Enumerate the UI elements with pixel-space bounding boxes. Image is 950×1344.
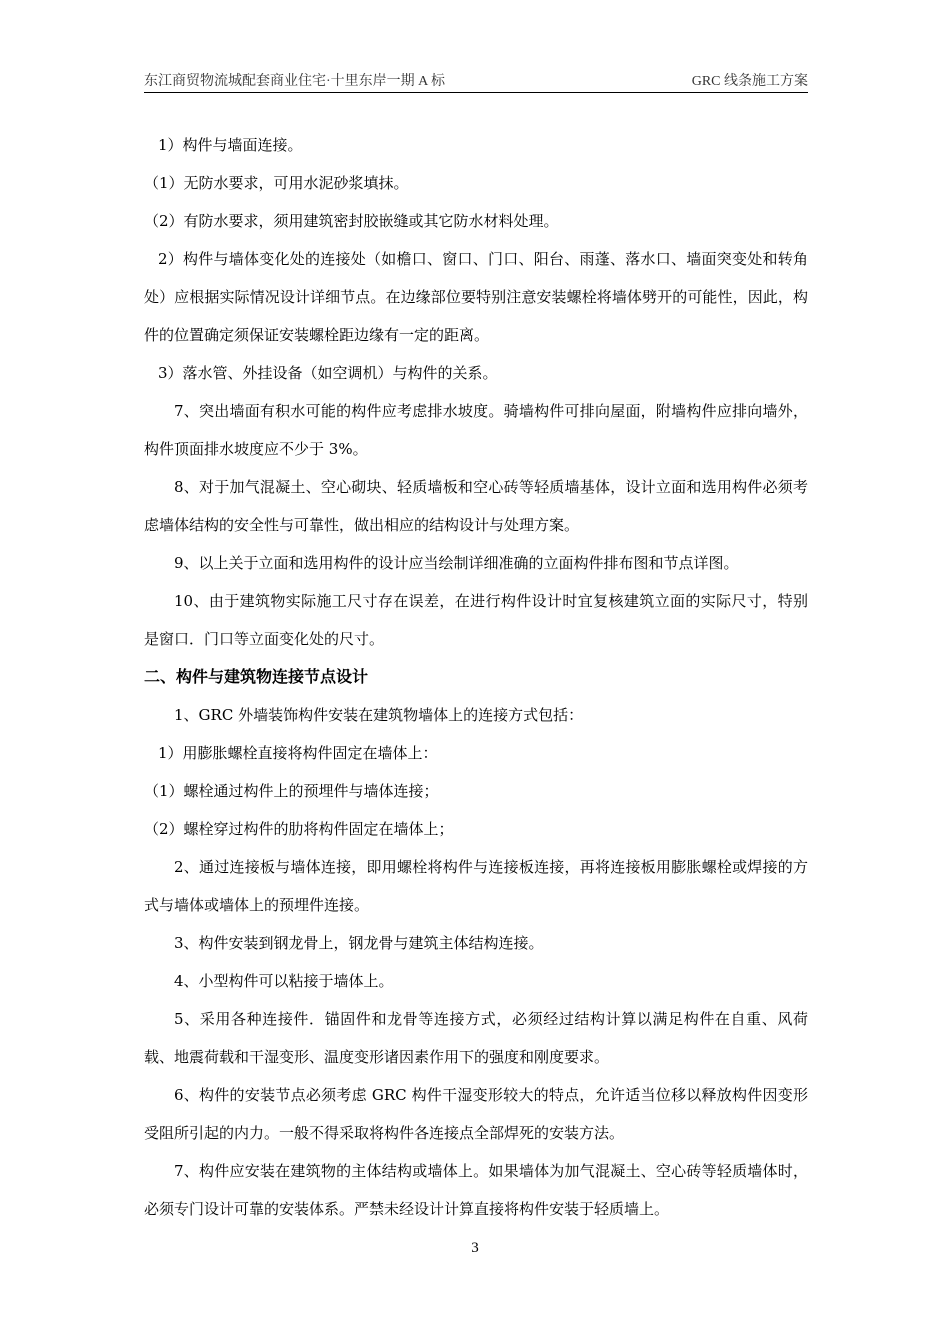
section-heading: 二、构件与建筑物连接节点设计 [144,667,369,686]
paragraph: 7、构件应安装在建筑物的主体结构或墙体上。如果墙体为加气混凝土、空心砖等轻质墙体时，必须专门设计可靠的安装体系。严禁未经设计计算直接将构件安装于轻质墙上。 [144,1162,808,1218]
paragraph: 10、由于建筑物实际施工尺寸存在误差，在进行构件设计时宜复核建筑立面的实际尺寸，特别是窗口．门口等立面变化处的尺寸。 [144,592,808,648]
page-number: 3 [471,1240,479,1256]
paragraph: 6、构件的安装节点必须考虑 GRC 构件干湿变形较大的特点，允许适当位移以释放构件因变形受阻所引起的内力。一般不得采取将构件各连接点全部焊死的安装方法。 [144,1086,808,1142]
paragraph: 1）构件与墙面连接。 [158,136,303,154]
paragraph: （2）有防水要求，须用建筑密封胶嵌缝或其它防水材料处理。 [144,212,559,230]
paragraph: 4、小型构件可以粘接于墙体上。 [174,972,394,990]
paragraph: 2）构件与墙体变化处的连接处（如檐口、窗口、门口、阳台、雨蓬、落水口、墙面突变处和转角处）应根据实际情况设计详细节点。在边缘部位要特别注意安装螺栓将墙体劈开的可能性，因此，构件的位置确定须保证安装螺栓距边缘有一定的距离。 [144,250,808,344]
paragraph: 2、通过连接板与墙体连接，即用螺栓将构件与连接板连接，再将连接板用膨胀螺栓或焊接的方式与墙体或墙体上的预埋件连接。 [144,858,808,914]
paragraph: （1）螺栓通过构件上的预埋件与墙体连接； [144,782,439,800]
page-header [144,70,808,93]
paragraph: （1）无防水要求，可用水泥砂浆填抹。 [144,174,409,192]
paragraph: 1、GRC 外墙装饰构件安装在建筑物墙体上的连接方式包括： [174,706,584,724]
header-document-title: GRC 线条施工方案 [691,74,808,89]
paragraph: 9、以上关于立面和选用构件的设计应当绘制详细准确的立面构件排布图和节点详图。 [174,554,739,572]
paragraph: 3）落水管、外挂设备（如空调机）与构件的关系。 [158,364,498,382]
paragraph: （2）螺栓穿过构件的肋将构件固定在墙体上； [144,820,454,838]
paragraph: 3、构件安装到钢龙骨上，钢龙骨与建筑主体结构连接。 [174,934,544,952]
paragraph: 7、突出墙面有积水可能的构件应考虑排水坡度。骑墙构件可排向屋面，附墙构件应排向墙外，构件顶面排水坡度应不少于 3%。 [144,402,808,458]
document-body [144,126,808,1228]
paragraph: 8、对于加气混凝土、空心砌块、轻质墙板和空心砖等轻质墙基体，设计立面和选用构件必须考虑墙体结构的安全性与可靠性，做出相应的结构设计与处理方案。 [144,478,808,534]
header-project-title: 东江商贸物流城配套商业住宅·十里东岸一期 A 标 [144,74,445,89]
paragraph: 5、采用各种连接件．锚固件和龙骨等连接方式，必须经过结构计算以满足构件在自重、风荷载、地震荷载和干湿变形、温度变形诸因素作用下的强度和刚度要求。 [144,1010,808,1066]
paragraph: 1）用膨胀螺栓直接将构件固定在墙体上： [158,744,438,762]
